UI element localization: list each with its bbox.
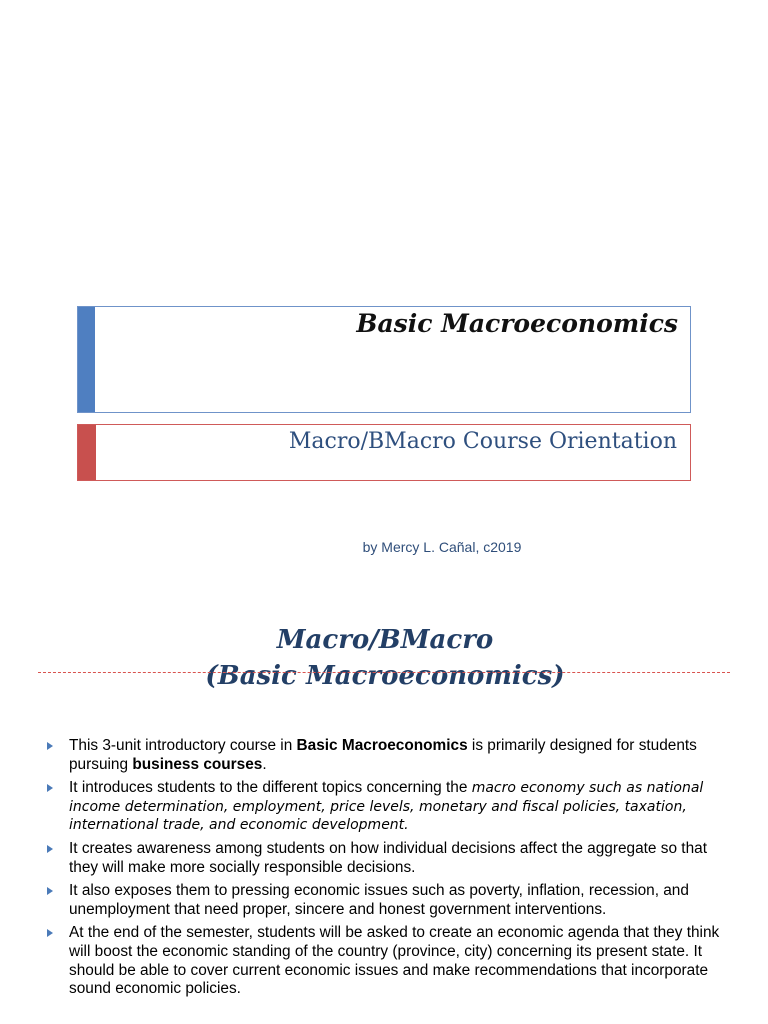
slide-title: Basic Macroeconomics — [356, 309, 678, 338]
triangle-bullet-icon — [47, 845, 53, 853]
triangle-bullet-icon — [47, 784, 53, 792]
triangle-bullet-icon — [47, 742, 53, 750]
author-credit: by Mercy L. Cañal, c2019 — [362, 539, 522, 555]
slide-subtitle: Macro/BMacro Course Orientation — [288, 429, 677, 454]
bullet-item: It creates awareness among students on how individual decisions affect the aggregate so that they will make more socially responsible decisions. — [46, 840, 726, 877]
title-accent-bar — [78, 307, 95, 412]
section-title-line2: (Basic Macroeconomics) — [205, 661, 565, 691]
dashed-divider — [38, 672, 730, 673]
bullet-item: At the end of the semester, students will be asked to create an economic agenda that they think will boost the economic standing of the country (province, city) concerning its present state. It should be able to cover current economic issues and make recommendations that incorporate sound economic policies. — [46, 924, 726, 998]
title-box — [77, 306, 691, 413]
subtitle-accent-bar — [78, 425, 96, 480]
section-title-line1: Macro/BMacro — [276, 625, 494, 655]
section-title — [0, 622, 768, 694]
triangle-bullet-icon — [47, 887, 53, 895]
bullet-item: It also exposes them to pressing economic issues such as poverty, inflation, recession, and unemployment that need proper, sincere and honest government interventions. — [46, 882, 726, 919]
bullet-list — [46, 737, 726, 1004]
triangle-bullet-icon — [47, 929, 53, 937]
bullet-item: This 3-unit introductory course in Basic Macroeconomics is primarily designed for students pursuing business courses. — [46, 737, 726, 774]
bullet-item: It introduces students to the different topics concerning the macro economy such as national income determination, employment, price levels, monetary and fiscal policies, taxation, international trade, and economic development. — [46, 779, 726, 835]
subtitle-box — [77, 424, 691, 481]
